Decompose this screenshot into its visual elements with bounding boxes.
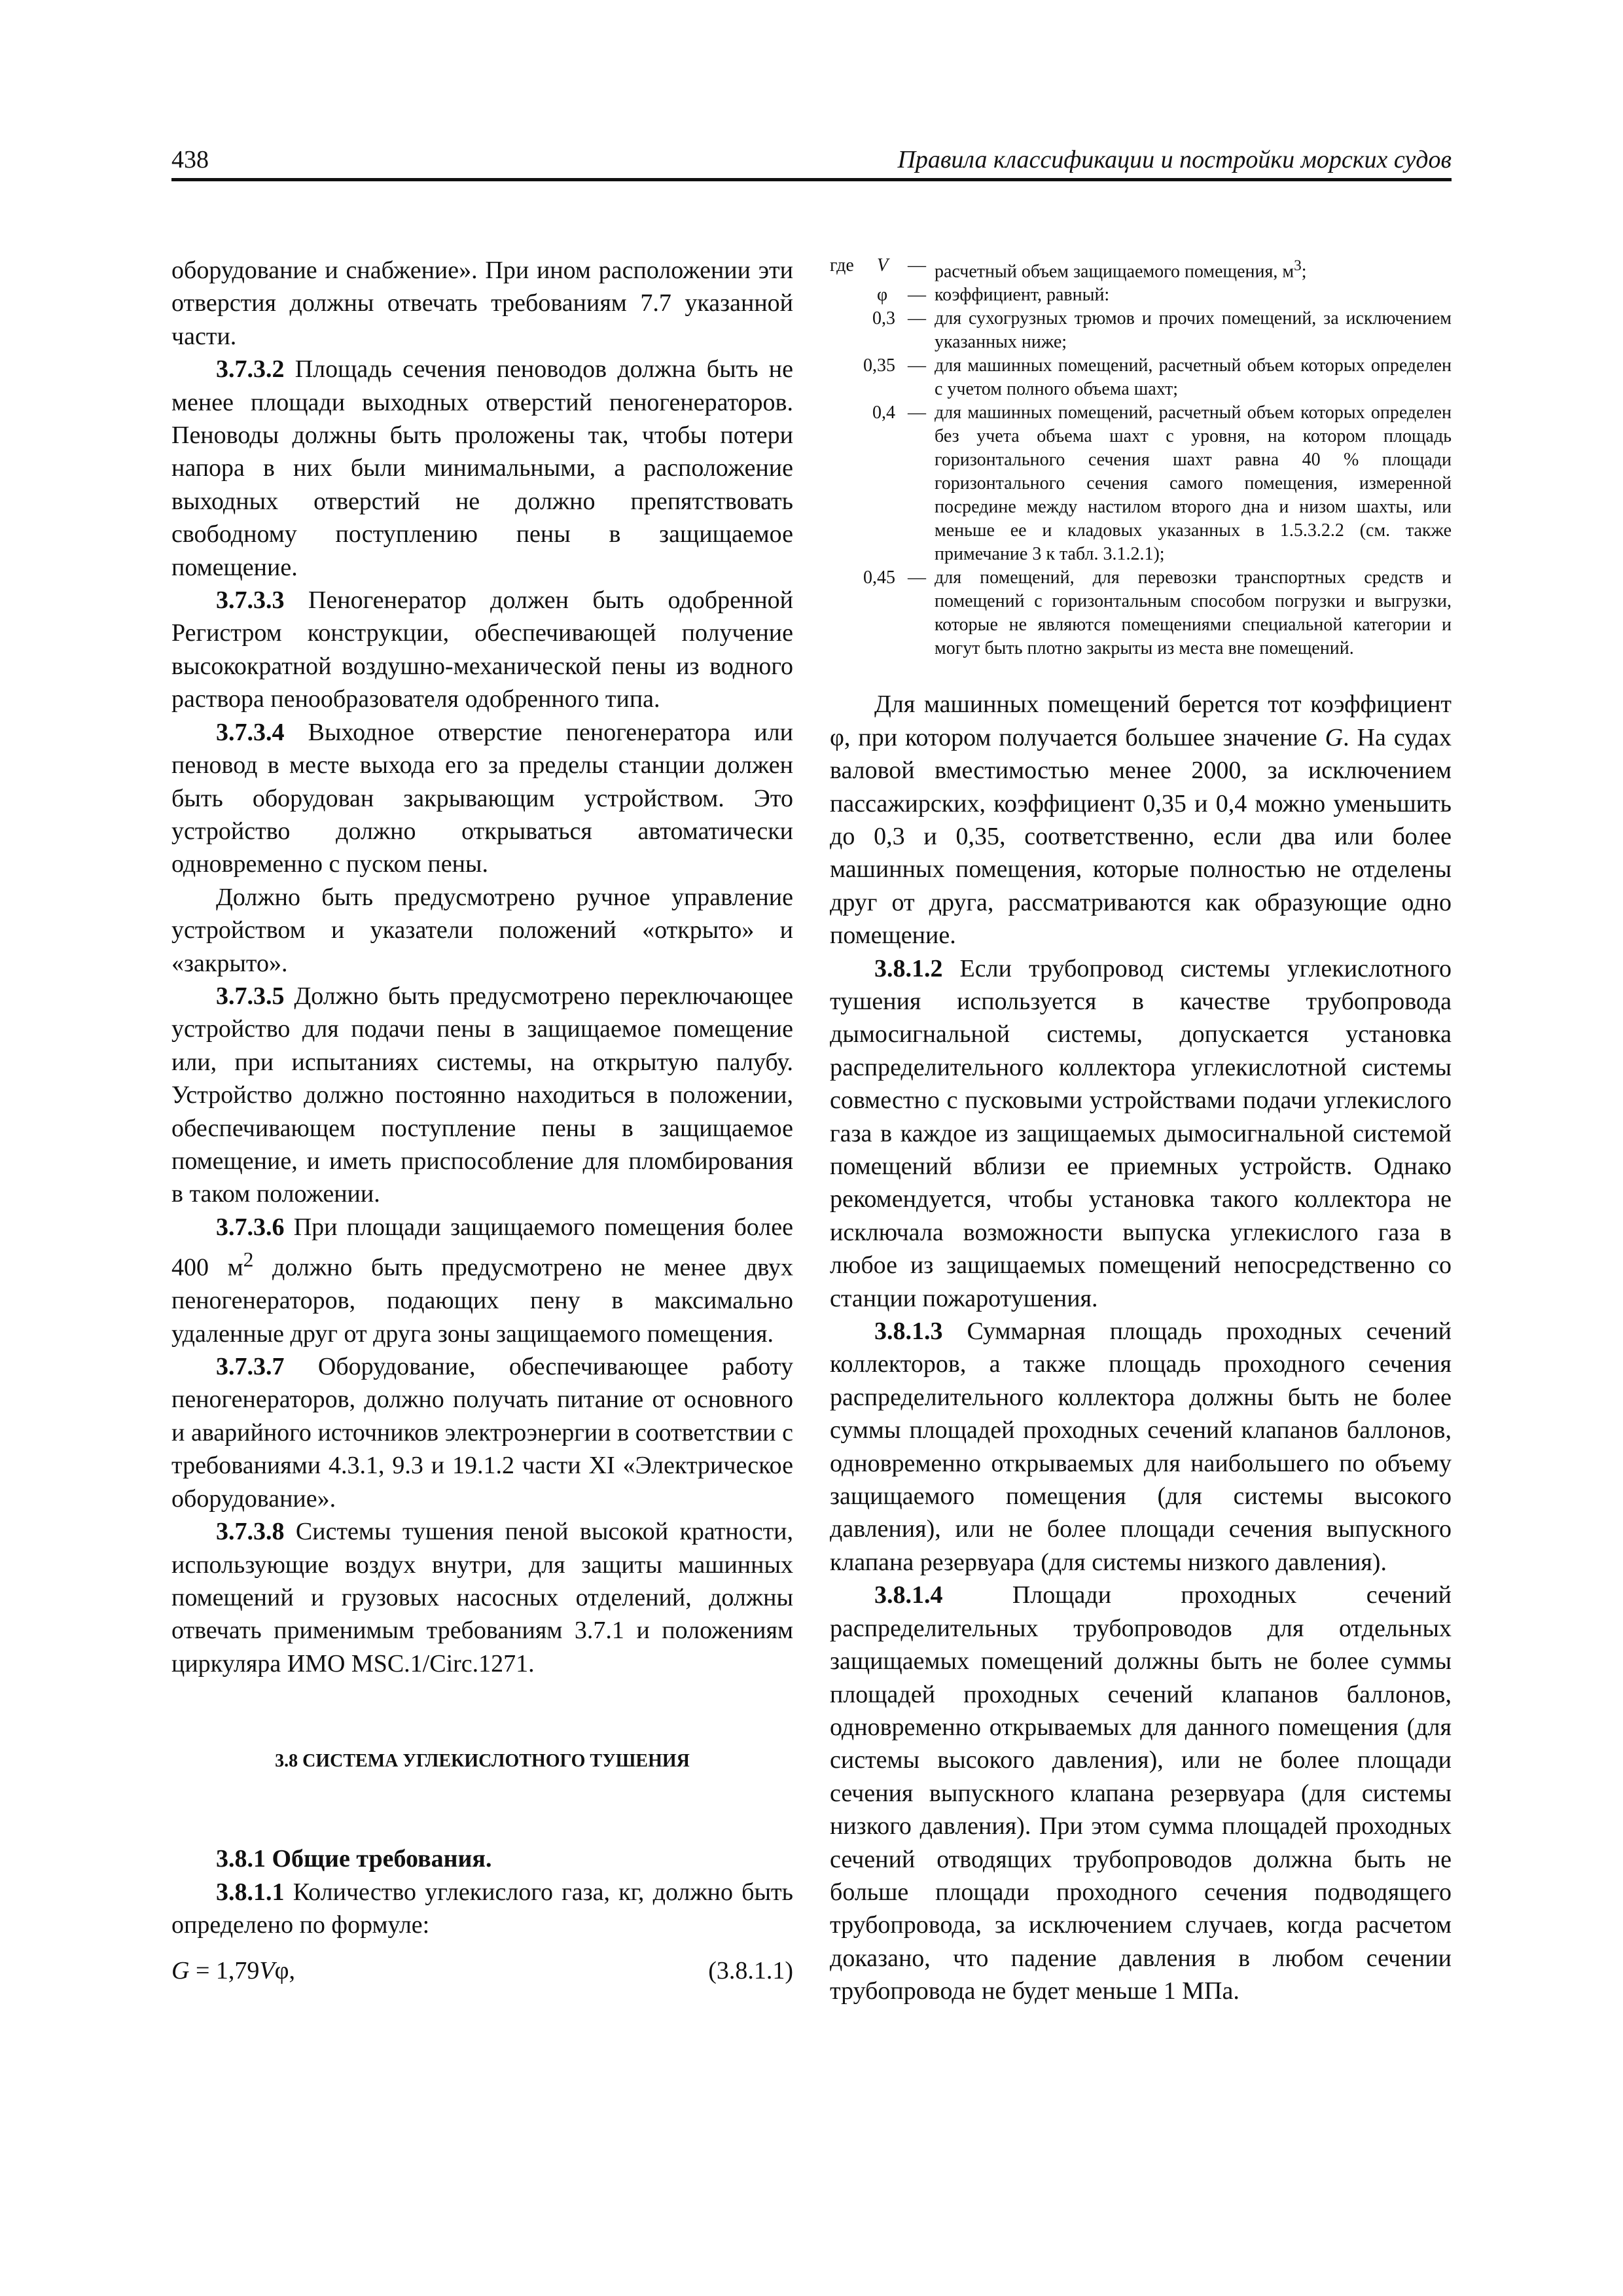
- paragraph: [830, 688, 1452, 952]
- formula-coef: = 1,79: [189, 1957, 260, 1985]
- legend-where: где: [830, 255, 854, 276]
- paragraph: Должно быть предусмотрено ручное управление устройством и указатели положений «открыто» и «закрыто».: [171, 883, 793, 977]
- paragraph-3-7-3-4: [171, 716, 793, 881]
- legend-text: расчетный объем защищаемого помещения, $м^3$;: [935, 257, 1307, 282]
- clause-number: 3.8.1.2: [874, 954, 943, 982]
- clause-number: 3.8.1.3: [874, 1318, 943, 1346]
- superscript: 2: [243, 1248, 254, 1272]
- clause-number: 3.7.3.6: [216, 1213, 285, 1241]
- left-column: [171, 254, 793, 1988]
- subsection-title: 3.8.1 Общие требования.: [216, 1845, 492, 1873]
- legend-symbol: 0,35: [863, 355, 895, 376]
- legend-text: для сухогрузных трюмов и прочих помещений, за исключением указанных ниже;: [935, 308, 1452, 353]
- legend-text: для помещений, для перевозки транспортных средств и помещений с горизонтальным способом погрузки и выгрузки, которые не являются помещениями специальной категории и могут быть плотно закрыты из места вне помещений.: [935, 567, 1452, 659]
- legend-item: [830, 401, 1452, 566]
- paragraph-3-8-1-1: [171, 1876, 793, 1942]
- legend-symbol: V: [877, 255, 889, 276]
- legend-text: коэффициент, равный:: [935, 285, 1110, 306]
- legend-item: [830, 283, 1452, 307]
- paragraph-text: Если трубопровод системы углекислотного тушения используется в качестве трубопровода дымосигнальной системы, допускается установка распределительного коллектора углекислотной системы совместно с пусковыми устройствами подачи углекислого газа в каждое из защищаемых дымосигнальной системой помещений вблизи ее приемных устройств. Однако рекомендуется, чтобы установка такого коллектора не исключала возможности выпуска углекислого газа в любое из защищаемых помещений непосредственно со станции пожаротушения.: [830, 954, 1452, 1312]
- paragraph-text: Площади проходных сечений распределительных трубопроводов для отдельных защищаемых помещений должны быть не более суммы площадей проходных сечений клапанов баллонов, одновременно открываемых для данного помещения (для системы высокого давления), или не более площади сечения выпускного клапана резервуара (для системы низкого давления). При этом сумма площадей проходных сечений отводящих трубопроводов должна быть не больше площади проходного сечения подводящего трубопровода, за исключением случаев, когда расчетом доказано, что падение давления в любом сечении трубопровода не будет меньше 1 МПа.: [830, 1581, 1452, 2005]
- clause-number: 3.8.1.1: [216, 1878, 285, 1906]
- paragraph-text: Суммарная площадь проходных сечений коллекторов, а также площадь проходного сечения распределительного коллектора должны быть не более суммы площадей проходных сечений клапанов баллонов, одновременно открываемых для наибольшего по объему защищаемого помещения (для системы высокого давления), или не более площади сечения выпускного клапана резервуара (для системы низкого давления).: [830, 1318, 1452, 1576]
- paragraph-3-7-3-7: [171, 1350, 793, 1515]
- right-column: [830, 254, 1452, 2008]
- page-number: 438: [171, 146, 209, 173]
- paragraph-3-7-3-3: [171, 584, 793, 716]
- formula-phi: φ,: [274, 1957, 296, 1985]
- legend-symbol: 0,45: [863, 567, 895, 588]
- legend-symbol: φ: [877, 285, 888, 306]
- legend-dash: —: [908, 403, 926, 423]
- paragraph-text: Системы тушения пеной высокой кратности, использующие воздух внутри, для защиты машинных помещений и грузовых насосных отделений, должны отвечать применимым требованиям 3.7.1 и положениям циркуляра ИМО MSC.1/Circ.1271.: [171, 1518, 794, 1677]
- formula: [171, 1954, 793, 1987]
- formula-var-g: G: [1325, 723, 1344, 751]
- paragraph: оборудование и снабжение». При ином расположении эти отверстия должны отвечать требованиям 7.7 указанной части.: [171, 257, 793, 350]
- paragraph-text: должно быть предусмотрено не менее двух пеногенераторов, подающих пену в максимально удаленные друг от друга зоны защищаемого помещения.: [171, 1253, 793, 1348]
- paragraph-3-8-1-3: [830, 1315, 1452, 1579]
- paragraph-3-7-3-6: [171, 1211, 793, 1350]
- section-heading: 3.8 СИСТЕМА УГЛЕКИСЛОТНОГО ТУШЕНИЯ: [275, 1751, 690, 1772]
- formula-number: (3.8.1.1): [708, 1957, 793, 1985]
- legend-symbol: 0,4: [872, 403, 895, 423]
- legend-dash: —: [908, 355, 926, 376]
- formula-legend: [830, 254, 1452, 660]
- legend-item: [830, 307, 1452, 354]
- paragraph-3-7-3-8: [171, 1515, 793, 1680]
- clause-number: 3.8.1.4: [874, 1581, 943, 1609]
- legend-dash: —: [908, 255, 926, 276]
- legend-dash: —: [908, 567, 926, 588]
- running-title: Правила классификации и постройки морских судов: [897, 146, 1452, 173]
- clause-number: 3.7.3.5: [216, 982, 285, 1010]
- formula-var-g: G: [171, 1957, 190, 1985]
- paragraph-text: Оборудование, обеспечивающее работу пеногенераторов, должно получать питание от основного и аварийного источников электроэнергии в соответствии с требованиями 4.3.1, 9.3 и 19.1.2 части XI «Электрическое оборудование».: [171, 1353, 793, 1513]
- legend-item: [830, 566, 1452, 660]
- paragraph-text: Для машинных помещений берется тот коэффициент φ, при котором получается большее значение: [830, 691, 1452, 751]
- paragraph-3-8-1-4: [830, 1579, 1452, 2007]
- paragraph-text: При площади защищаемого помещения более 400 м: [171, 1213, 794, 1282]
- legend-text: для машинных помещений, расчетный объем которых определен с учетом полного объема шахт;: [935, 355, 1452, 400]
- clause-number: 3.7.3.8: [216, 1518, 285, 1546]
- clause-number: 3.7.3.4: [216, 718, 285, 746]
- legend-symbol: 0,3: [872, 308, 895, 329]
- paragraph-3-8-1-2: [830, 952, 1452, 1315]
- paragraph-text: Выходное отверстие пеногенератора или пеновод в месте выхода его за пределы станции должен быть оборудован закрывающим устройством. Это устройство должно открываться автоматически одновременно с пуском пены.: [171, 718, 793, 878]
- paragraph-text: Должно быть предусмотрено переключающее устройство для подачи пены в защищаемое помещение или, при испытаниях системы, на открытую палубу. Устройство должно постоянно находиться в положении, обеспечивающем поступление пены в защищаемое помещение, и иметь приспособление для пломбирования в таком положении.: [171, 982, 794, 1208]
- formula-var-v: V: [259, 1957, 275, 1985]
- legend-item: [830, 354, 1452, 401]
- legend-dash: —: [908, 285, 926, 306]
- legend-item: [830, 254, 1452, 283]
- legend-text: для машинных помещений, расчетный объем которых определен без учета объема шахт с уровня, на котором площадь горизонтального сечения шахт равна 40 % площади горизонтального сечения самого помещения, измеренной посредине между настилом второго дна и низом шахты, или меньше ее и кладовых указанных в 1.5.3.2.2 (см. также примечание 3 к табл. 3.1.2.1);: [935, 403, 1452, 565]
- clause-number: 3.7.3.3: [216, 586, 285, 615]
- paragraph-text: Пеногенератор должен быть одобренной Регистром конструкции, обеспечивающей получение высокократной воздушно-механической пены из водного раствора пенообразователя одобренного типа.: [171, 586, 794, 713]
- paragraph-text: Количество углекислого газа, кг, должно быть определено по формуле:: [171, 1878, 793, 1939]
- subsection-heading: [171, 1842, 793, 1875]
- paragraph-text: Площадь сечения пеноводов должна быть не менее площади выходных отверстий пеногенераторов. Пеноводы должны быть проложены так, чтобы потери напора в них были минимальными, а расположение выходных отверстий не должно препятствовать свободному поступлению пены в защищаемое помещение.: [171, 355, 794, 581]
- clause-number: 3.7.3.7: [216, 1353, 285, 1381]
- legend-dash: —: [908, 308, 926, 329]
- paragraph-3-7-3-5: [171, 980, 793, 1211]
- paragraph-text: . На судах валовой вместимостью менее 2000, за исключением пассажирских, коэффициент 0,35 и 0,4 можно уменьшить до 0,3 и 0,35, соответственно, если два или более машинных помещения, которые полностью не отделены друг от друга, рассматриваются как образующие одно помещение.: [830, 723, 1452, 950]
- paragraph-3-7-3-2: [171, 353, 793, 584]
- formula-expression: [171, 1954, 295, 1987]
- header-rule: [171, 178, 1452, 181]
- clause-number: 3.7.3.2: [216, 355, 285, 384]
